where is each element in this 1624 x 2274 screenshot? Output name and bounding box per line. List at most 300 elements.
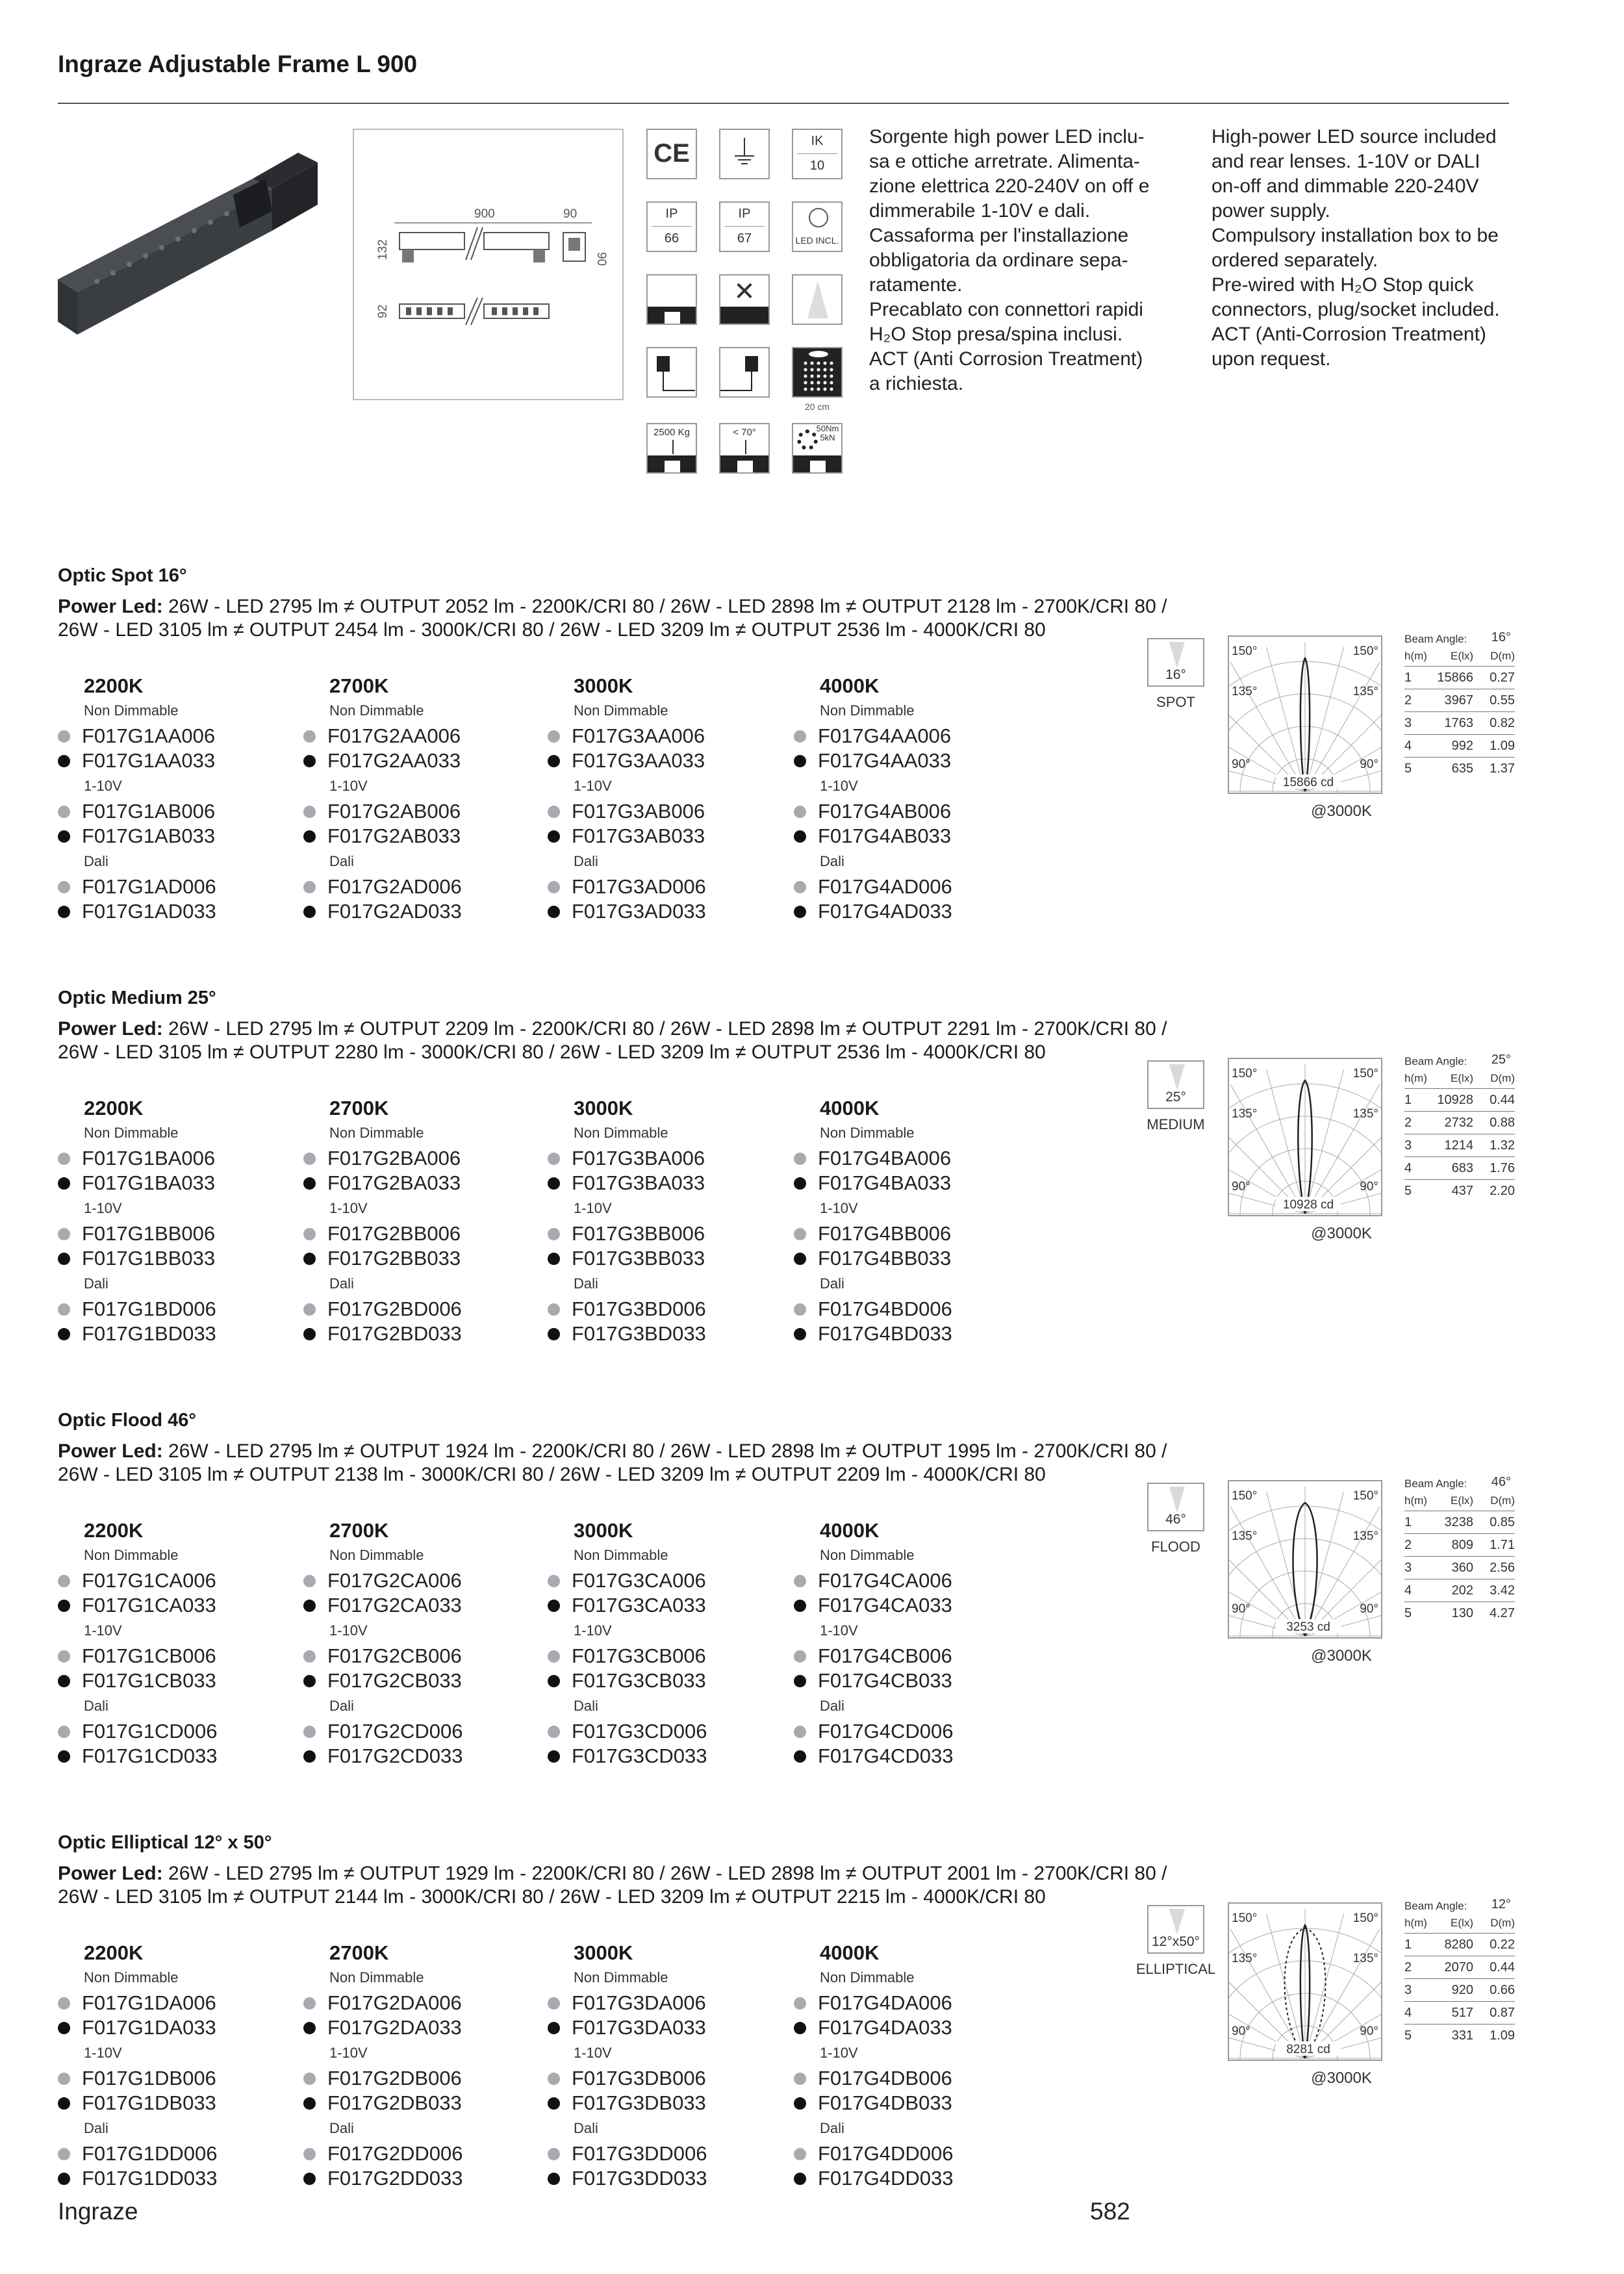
black-finish-dot — [58, 906, 70, 918]
color-temperature: 3000K — [574, 1941, 633, 1964]
polar-label-90-right: 90° — [1360, 758, 1378, 771]
product-code — [303, 2166, 537, 2191]
product-code-text: F017G4DD033 — [818, 2167, 954, 2190]
power-line-2: 26W - LED 3105 lm ≠ OUTPUT 2144 lm - 3000K/CRI 80 / 26W - LED 3209 lm ≠ OUTPUT 2215 lm - 4000K/CRI 80 — [58, 1886, 1046, 1908]
product-code-text: F017G2BB033 — [327, 1247, 461, 1270]
table-row — [1404, 1157, 1515, 1180]
height-value: 2 — [1404, 693, 1412, 708]
dimming-group-label: Non Dimmable — [329, 702, 424, 719]
product-code — [548, 1246, 781, 1271]
height-value: 1 — [1404, 671, 1412, 685]
header-diameter: D(m) — [1490, 1494, 1515, 1507]
product-code-text: F017G4DB033 — [818, 2091, 952, 2114]
illuminance-value: 920 — [1451, 1983, 1473, 1997]
power-line-1 — [58, 1017, 1422, 1041]
distance-icon: 20 cm — [792, 347, 843, 398]
beam-angle-icon — [1147, 1483, 1204, 1531]
product-code-text: F017G3AA033 — [572, 749, 705, 772]
diameter-value: 1.32 — [1490, 1138, 1515, 1153]
beam-angle-value: 12°x50° — [1151, 1934, 1200, 1949]
dimming-group-label: Dali — [820, 2120, 844, 2136]
black-finish-dot — [794, 2022, 806, 2034]
polar-diagram — [1228, 1480, 1382, 1639]
product-code-text: F017G2DD033 — [327, 2167, 463, 2190]
page-number: 582 — [1090, 2198, 1130, 2225]
product-code-text: F017G3BA033 — [572, 1171, 705, 1194]
product-code-text: F017G4DA006 — [818, 1991, 952, 2014]
grey-finish-dot — [303, 2148, 316, 2160]
power-text-1: 26W - LED 2795 lm ≠ OUTPUT 1924 lm - 2200K/CRI 80 / 26W - LED 2898 lm ≠ OUTPUT 1995 lm - 2700K/CRI 80 / — [168, 1440, 1167, 1462]
polar-diagram — [1228, 1902, 1382, 2061]
grey-finish-dot — [548, 1575, 560, 1587]
product-code — [58, 1719, 292, 1744]
grey-finish-dot — [794, 1997, 806, 2010]
grey-finish-dot — [58, 1575, 70, 1587]
grey-finish-dot — [58, 1228, 70, 1240]
dimming-group-label: 1-10V — [84, 778, 122, 794]
product-code — [303, 1171, 537, 1195]
black-finish-dot — [548, 2022, 560, 2034]
product-code — [794, 1719, 1028, 1744]
illuminance-value: 992 — [1451, 739, 1473, 753]
polar-label-150-right: 150° — [1352, 1911, 1378, 1925]
description-line: ratamente. — [869, 274, 963, 296]
product-code — [58, 2015, 292, 2040]
product-code — [58, 1221, 292, 1246]
diameter-value: 0.88 — [1490, 1116, 1515, 1130]
product-code — [303, 1644, 537, 1668]
color-temperature: 3000K — [574, 1097, 633, 1119]
product-code — [548, 1221, 781, 1246]
product-code-text: F017G2AA006 — [327, 724, 461, 747]
product-code-text: F017G3DD033 — [572, 2167, 707, 2190]
product-code — [548, 1146, 781, 1171]
beam-shape — [1169, 642, 1185, 668]
page-title: Ingraze Adjustable Frame L 900 — [58, 51, 418, 77]
product-code — [794, 2015, 1028, 2040]
product-code-text: F017G4AB006 — [818, 800, 952, 823]
temperature-column — [58, 1941, 292, 2191]
beam-angle-label: Beam Angle: — [1404, 1900, 1467, 1912]
candela-value: 15866 cd — [1282, 776, 1334, 789]
product-code-text: F017G2CD033 — [327, 1744, 463, 1767]
color-temperature: 2200K — [84, 1097, 144, 1119]
product-code-text: F017G1AB006 — [82, 800, 216, 823]
height-value: 3 — [1404, 1138, 1412, 1153]
temperature-column — [794, 674, 1028, 924]
product-code-text: F017G3CD033 — [572, 1744, 707, 1767]
product-code-text: F017G1BB006 — [82, 1222, 216, 1245]
diameter-value: 0.44 — [1490, 1960, 1515, 1974]
polar-spoke — [1230, 662, 1305, 791]
illuminance-value: 437 — [1451, 1184, 1473, 1198]
product-code — [303, 1668, 537, 1693]
black-finish-dot — [794, 1328, 806, 1340]
grey-finish-dot — [794, 730, 806, 743]
polar-label-90-left: 90° — [1232, 758, 1250, 771]
dim-width: 90 — [563, 207, 577, 221]
black-finish-dot — [303, 1600, 316, 1612]
grey-finish-dot — [794, 2148, 806, 2160]
dimming-group-label: Dali — [84, 1275, 108, 1292]
product-code — [58, 1668, 292, 1693]
illuminance-value: 331 — [1451, 2028, 1473, 2043]
product-code — [794, 2091, 1028, 2115]
description-line: power supply. — [1212, 200, 1330, 222]
load-icon: 2500 Kg — [646, 423, 697, 474]
diameter-value: 0.82 — [1490, 716, 1515, 730]
product-code — [58, 748, 292, 773]
beam-angle-label: Beam Angle: — [1404, 1477, 1467, 1490]
table-row — [1404, 1602, 1515, 1625]
power-led-spec — [58, 1017, 1422, 1064]
black-finish-dot — [794, 1600, 806, 1612]
product-code — [303, 748, 537, 773]
table-row — [1404, 1557, 1515, 1579]
color-temperature: 2700K — [329, 1519, 389, 1542]
polar-label-135-right: 135° — [1352, 1529, 1378, 1543]
height-value: 4 — [1404, 2006, 1412, 2020]
dimming-group-label: Non Dimmable — [84, 1547, 179, 1563]
product-code-text: F017G1AA006 — [82, 724, 216, 747]
product-code — [303, 724, 537, 748]
product-code-text: F017G3AB006 — [572, 800, 705, 823]
product-code-text: F017G1AD033 — [82, 900, 216, 923]
grey-finish-dot — [794, 806, 806, 818]
product-code — [58, 1322, 292, 1346]
dimming-group-label: Non Dimmable — [329, 1125, 424, 1141]
product-code-text: F017G1BB033 — [82, 1247, 216, 1270]
product-code-text: F017G3DA033 — [572, 2016, 706, 2039]
height-value: 5 — [1404, 2028, 1412, 2043]
power-led-spec — [58, 1440, 1422, 1487]
temperature-column — [303, 1941, 537, 2191]
product-code — [58, 1593, 292, 1618]
header-height: h(m) — [1404, 1494, 1427, 1507]
product-code-text: F017G4CD033 — [818, 1744, 954, 1767]
product-code — [794, 2141, 1028, 2166]
product-code — [794, 824, 1028, 849]
product-code-text: F017G3AB033 — [572, 824, 705, 847]
product-code — [548, 1991, 781, 2015]
grey-finish-dot — [58, 806, 70, 818]
header-diameter: D(m) — [1490, 1917, 1515, 1929]
product-code-text: F017G2DB033 — [327, 2091, 462, 2114]
diameter-value: 2.20 — [1490, 1184, 1515, 1198]
grey-finish-dot — [794, 1575, 806, 1587]
product-code — [548, 2091, 781, 2115]
product-code-text: F017G1CA033 — [82, 1594, 216, 1616]
dim-height-2: 92 — [376, 304, 390, 318]
power-text-1: 26W - LED 2795 lm ≠ OUTPUT 1929 lm - 2200K/CRI 80 / 26W - LED 2898 lm ≠ OUTPUT 2001 lm - 2700K/CRI 80 / — [168, 1863, 1167, 1884]
section-title: Optic Flood 46° — [58, 1410, 196, 1431]
illuminance-table-header — [1404, 1072, 1515, 1089]
beam-shape — [1169, 1487, 1185, 1513]
dimming-group-label: 1-10V — [84, 1622, 122, 1639]
description-line: Precablato con connettori rapidi — [869, 299, 1143, 320]
grey-finish-dot — [548, 1997, 560, 2010]
product-code-text: F017G1DA033 — [82, 2016, 216, 2039]
polar-label-90-right: 90° — [1360, 2025, 1378, 2038]
product-code-text: F017G2AD006 — [327, 875, 462, 898]
optic-section — [0, 565, 1624, 981]
height-value: 4 — [1404, 739, 1412, 753]
table-row — [1404, 689, 1515, 712]
black-finish-dot — [548, 830, 560, 843]
product-code — [303, 899, 537, 924]
power-led-spec — [58, 595, 1422, 642]
black-finish-dot — [548, 1675, 560, 1687]
table-row — [1404, 758, 1515, 780]
polar-label-135-left: 135° — [1232, 1107, 1258, 1121]
dimming-group-label: 1-10V — [574, 778, 612, 794]
product-code — [548, 899, 781, 924]
product-code-text: F017G4DB006 — [818, 2067, 952, 2089]
grey-finish-dot — [548, 2148, 560, 2160]
grey-finish-dot — [58, 730, 70, 743]
beam-angle-value: 25° — [1165, 1090, 1186, 1105]
product-code-text: F017G4DD006 — [818, 2142, 954, 2165]
dimming-group-label: Dali — [574, 853, 598, 869]
description-line: a richiesta. — [869, 373, 964, 394]
optic-section — [0, 1410, 1624, 1826]
height-value: 1 — [1404, 1937, 1412, 1952]
header-diameter: D(m) — [1490, 650, 1515, 662]
polar-label-135-right: 135° — [1352, 1952, 1378, 1965]
section-title: Optic Elliptical 12° x 50° — [58, 1832, 272, 1853]
product-code — [58, 824, 292, 849]
beam-angle-row — [1404, 1897, 1515, 1917]
product-code — [548, 2066, 781, 2091]
header-height: h(m) — [1404, 650, 1427, 662]
grey-finish-dot — [548, 881, 560, 893]
table-row — [1404, 1134, 1515, 1157]
torque-icon: 50Nm 5kN — [792, 423, 843, 474]
product-code — [794, 875, 1028, 899]
product-code-text: F017G2BA033 — [327, 1171, 461, 1194]
illuminance-value: 809 — [1451, 1538, 1473, 1552]
polar-label-90-left: 90° — [1232, 1180, 1250, 1194]
polar-spoke — [1230, 1084, 1305, 1214]
optic-section — [0, 1832, 1624, 2248]
product-code-text: F017G4BA033 — [818, 1171, 952, 1194]
product-code — [548, 824, 781, 849]
product-code — [548, 1171, 781, 1195]
grey-finish-dot — [548, 806, 560, 818]
dim-length: 900 — [474, 207, 495, 221]
grey-finish-dot — [548, 1228, 560, 1240]
polar-label-90-left: 90° — [1232, 1602, 1250, 1616]
beam-type-name: FLOOD — [1151, 1539, 1200, 1555]
description-line: zione elettrica 220-240V on off e — [869, 175, 1150, 197]
black-finish-dot — [548, 1328, 560, 1340]
product-code — [58, 1991, 292, 2015]
product-code-text: F017G1BD033 — [82, 1322, 216, 1345]
beam-angle-value: 46° — [1165, 1512, 1186, 1527]
illuminance-table — [1404, 1897, 1515, 2047]
black-finish-dot — [303, 2022, 316, 2034]
illuminance-value: 635 — [1451, 761, 1473, 776]
illuminance-value: 10928 — [1437, 1093, 1473, 1107]
product-code — [794, 799, 1028, 824]
polar-label-90-right: 90° — [1360, 1180, 1378, 1194]
product-code-text: F017G1BA006 — [82, 1147, 216, 1169]
dimming-group-label: Dali — [574, 1698, 598, 1714]
beam-angle-icon — [1147, 1060, 1204, 1109]
table-row — [1404, 1534, 1515, 1557]
polar-label-150-left: 150° — [1232, 1489, 1258, 1503]
dim-side: 90 — [594, 252, 608, 266]
reference-temperature: @3000K — [1311, 802, 1372, 820]
diameter-value: 1.37 — [1490, 761, 1515, 776]
product-code-text: F017G2AB033 — [327, 824, 461, 847]
no-cover-icon: ✕ — [719, 274, 770, 325]
product-code — [58, 899, 292, 924]
polar-label-150-right: 150° — [1352, 645, 1378, 658]
product-code-text: F017G3BB006 — [572, 1222, 705, 1245]
product-code-text: F017G4BB006 — [818, 1222, 952, 1245]
color-temperature: 2200K — [84, 674, 144, 697]
power-label: Power Led: — [58, 596, 163, 617]
table-row — [1404, 1112, 1515, 1134]
table-row — [1404, 1089, 1515, 1112]
candela-value: 8281 cd — [1286, 2043, 1330, 2056]
dimming-group-label: 1-10V — [84, 1200, 122, 1216]
polar-label-90-right: 90° — [1360, 1602, 1378, 1616]
temperature-column — [58, 1519, 292, 1769]
table-row — [1404, 1979, 1515, 2002]
polar-spoke — [1305, 647, 1344, 791]
product-code — [794, 1221, 1028, 1246]
product-code-text: F017G3BD033 — [572, 1322, 706, 1345]
dimming-group-label: Non Dimmable — [329, 1969, 424, 1986]
grey-finish-dot — [303, 1650, 316, 1663]
product-code — [794, 1668, 1028, 1693]
black-finish-dot — [548, 1750, 560, 1763]
product-code — [548, 1719, 781, 1744]
grey-finish-dot — [794, 2073, 806, 2085]
black-finish-dot — [794, 2173, 806, 2185]
grey-finish-dot — [303, 1997, 316, 2010]
dimming-group-label: Dali — [820, 1698, 844, 1714]
product-code — [303, 1221, 537, 1246]
polar-label-150-left: 150° — [1232, 1067, 1258, 1080]
dimming-group-label: Dali — [84, 853, 108, 869]
description-line: ordered separately. — [1212, 249, 1378, 271]
beam-angle-row — [1404, 1477, 1515, 1494]
beam-angle-row — [1404, 630, 1515, 650]
header-height: h(m) — [1404, 1917, 1427, 1929]
height-value: 5 — [1404, 761, 1412, 776]
diameter-value: 0.44 — [1490, 1093, 1515, 1107]
product-code-text: F017G1AA033 — [82, 749, 216, 772]
power-line-2: 26W - LED 3105 lm ≠ OUTPUT 2280 lm - 3000K/CRI 80 / 26W - LED 3209 lm ≠ OUTPUT 2536 lm - 4000K/CRI 80 — [58, 1041, 1046, 1063]
product-code — [794, 2166, 1028, 2191]
table-row — [1404, 1511, 1515, 1534]
product-code-text: F017G2CA006 — [327, 1569, 462, 1592]
grey-finish-dot — [58, 1303, 70, 1316]
product-code — [303, 2015, 537, 2040]
product-code — [303, 1322, 537, 1346]
footer-brand: Ingraze — [58, 2198, 138, 2225]
temperature-column — [548, 1519, 781, 1769]
dim-height-1: 132 — [376, 239, 390, 260]
illuminance-table-header — [1404, 1917, 1515, 1934]
ik-rating-icon: IK 10 — [792, 129, 843, 179]
product-code-text: F017G2CD006 — [327, 1720, 463, 1743]
description-line: H₂O Stop presa/spina inclusi. — [869, 324, 1123, 345]
black-finish-dot — [303, 1253, 316, 1265]
product-code-text: F017G1BD006 — [82, 1297, 216, 1320]
illuminance-value: 2732 — [1444, 1116, 1473, 1130]
black-finish-dot — [303, 1750, 316, 1763]
grey-finish-dot — [58, 881, 70, 893]
product-code-text: F017G1AD006 — [82, 875, 216, 898]
dimming-group-label: 1-10V — [329, 1200, 368, 1216]
header-height: h(m) — [1404, 1072, 1427, 1084]
temperature-column — [794, 1097, 1028, 1346]
product-code-text: F017G3AA006 — [572, 724, 705, 747]
temperature-icon: < 70° — [719, 423, 770, 474]
product-code — [794, 1568, 1028, 1593]
dimming-group-label: 1-10V — [574, 1200, 612, 1216]
product-code — [794, 2066, 1028, 2091]
power-label: Power Led: — [58, 1863, 163, 1884]
product-code — [548, 2166, 781, 2191]
product-code — [794, 1593, 1028, 1618]
description-italian — [869, 125, 1174, 396]
product-code — [794, 1322, 1028, 1346]
product-code-text: F017G4BA006 — [818, 1147, 952, 1169]
product-code-text: F017G4AB033 — [818, 824, 952, 847]
polar-label-150-right: 150° — [1352, 1489, 1378, 1503]
color-temperature: 3000K — [574, 674, 633, 697]
product-code — [58, 799, 292, 824]
recessed-floor-icon — [646, 274, 697, 325]
illuminance-value: 1214 — [1444, 1138, 1473, 1153]
polar-label-150-right: 150° — [1352, 1067, 1378, 1080]
black-finish-dot — [548, 906, 560, 918]
product-code-text: F017G1CB033 — [82, 1669, 216, 1692]
illuminance-value: 3967 — [1444, 693, 1473, 708]
product-code-text: F017G4CA033 — [818, 1594, 952, 1616]
header-illuminance: E(lx) — [1451, 1494, 1473, 1507]
grey-finish-dot — [794, 881, 806, 893]
title-rule — [58, 103, 1509, 104]
diameter-value: 1.76 — [1490, 1161, 1515, 1175]
product-code-text: F017G4BD006 — [818, 1297, 952, 1320]
product-code — [303, 1246, 537, 1271]
table-row — [1404, 1579, 1515, 1602]
color-temperature: 2700K — [329, 674, 389, 697]
product-code-text: F017G4BB033 — [818, 1247, 952, 1270]
product-code-text: F017G2BD033 — [327, 1322, 462, 1345]
height-value: 4 — [1404, 1161, 1412, 1175]
black-finish-dot — [58, 1253, 70, 1265]
product-code-text: F017G4CB033 — [818, 1669, 952, 1692]
product-code — [548, 724, 781, 748]
diameter-value: 0.85 — [1490, 1515, 1515, 1529]
product-code-text: F017G2DB006 — [327, 2067, 462, 2089]
black-finish-dot — [794, 906, 806, 918]
product-code — [58, 2166, 292, 2191]
temperature-column — [548, 1941, 781, 2191]
power-line-1 — [58, 1440, 1422, 1463]
black-finish-dot — [548, 2097, 560, 2110]
illuminance-value: 2070 — [1444, 1960, 1473, 1974]
product-code-text: F017G2AA033 — [327, 749, 461, 772]
product-code — [794, 1644, 1028, 1668]
